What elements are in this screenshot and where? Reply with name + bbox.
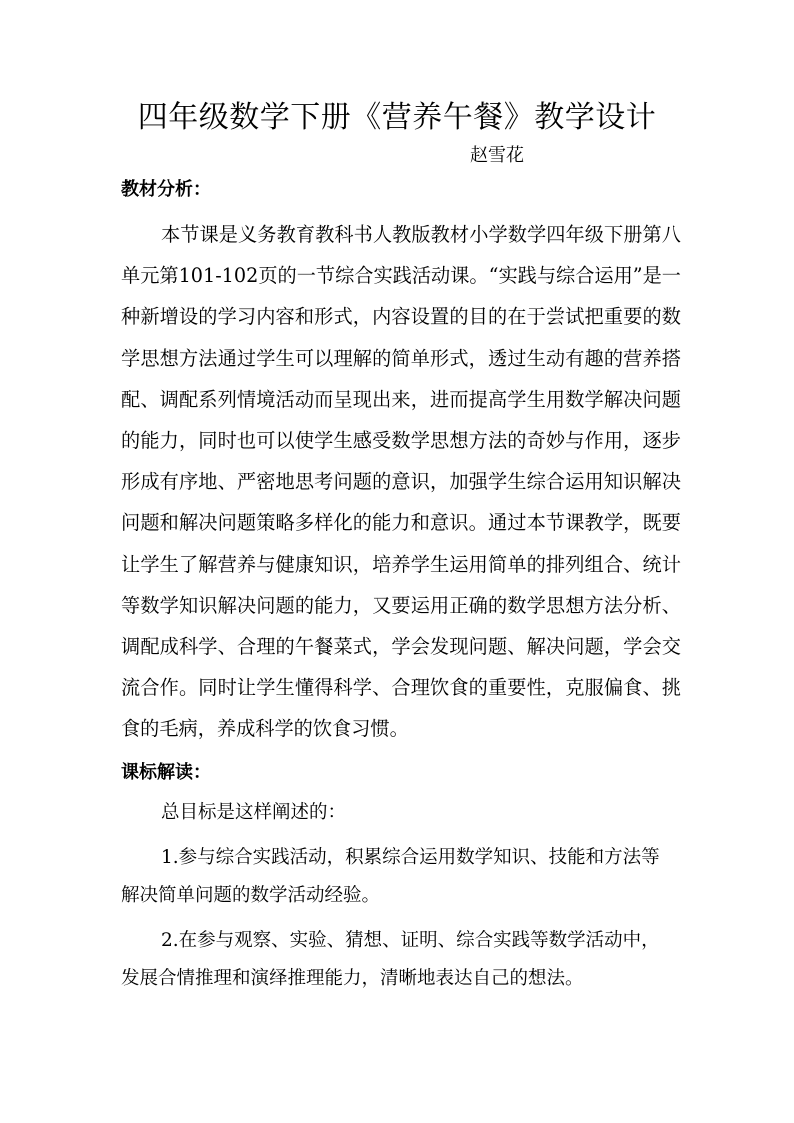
curriculum-intro-text: 总目标是这样阐述的： [161, 802, 347, 823]
author-name: 赵雪花 [470, 145, 524, 166]
goal-item-2-line-2: 发展合情推理和演绎推理能力，清晰地表达自己的想法。 [121, 968, 584, 989]
goal-item-2-line-1: 2.在参与观察、实验、猜想、证明、综合实践等数学活动中， [161, 930, 660, 951]
goal-item-1-line-2: 解决简单问题的数学活动经验。 [121, 885, 381, 906]
document-title: 四年级数学下册《营养午餐》教学设计 [137, 100, 657, 135]
section-heading-curriculum-interpretation: 课标解读： [121, 762, 211, 783]
textbook-analysis-paragraph: 本节课是义务教育教科书人教版教材小学数学四年级下册第八单元第101-102页的一节综合实践活动课。“实践与综合运用”是一种新增设的学习内容和形式，内容设置的目的在于尝试把重要的数学思想方法通过学生可以理解的简单形式，透过生动有趣的营养搭配、调配系列情境活动而呈现出来，进而提高学生用数学解决问题的能力，同时也可以使学生感受数学思想方法的奇妙与作用，逐步形成有序地、严密地思考问题的意识，加强学生综合运用知识解决问题和解决问题策略多样化的能力和意识。通过本节课教学，既要让学生了解营养与健康知识，培养学生运用简单的排列组合、统计等数学知识解决问题的能力，又要运用正确的数学思想方法分析、调配成科学、合理的午餐菜式，学会发现问题、解决问题，学会交流合作。同时让学生懂得科学、合理饮食的重要性，克服偏食、挑食的毛病，养成科学的饮食习惯。 [121, 223, 681, 741]
section-heading-textbook-analysis: 教材分析： [121, 179, 211, 200]
goal-item-1-line-1: 1.参与综合实践活动，积累综合运用数学知识、技能和方法等 [161, 847, 660, 868]
